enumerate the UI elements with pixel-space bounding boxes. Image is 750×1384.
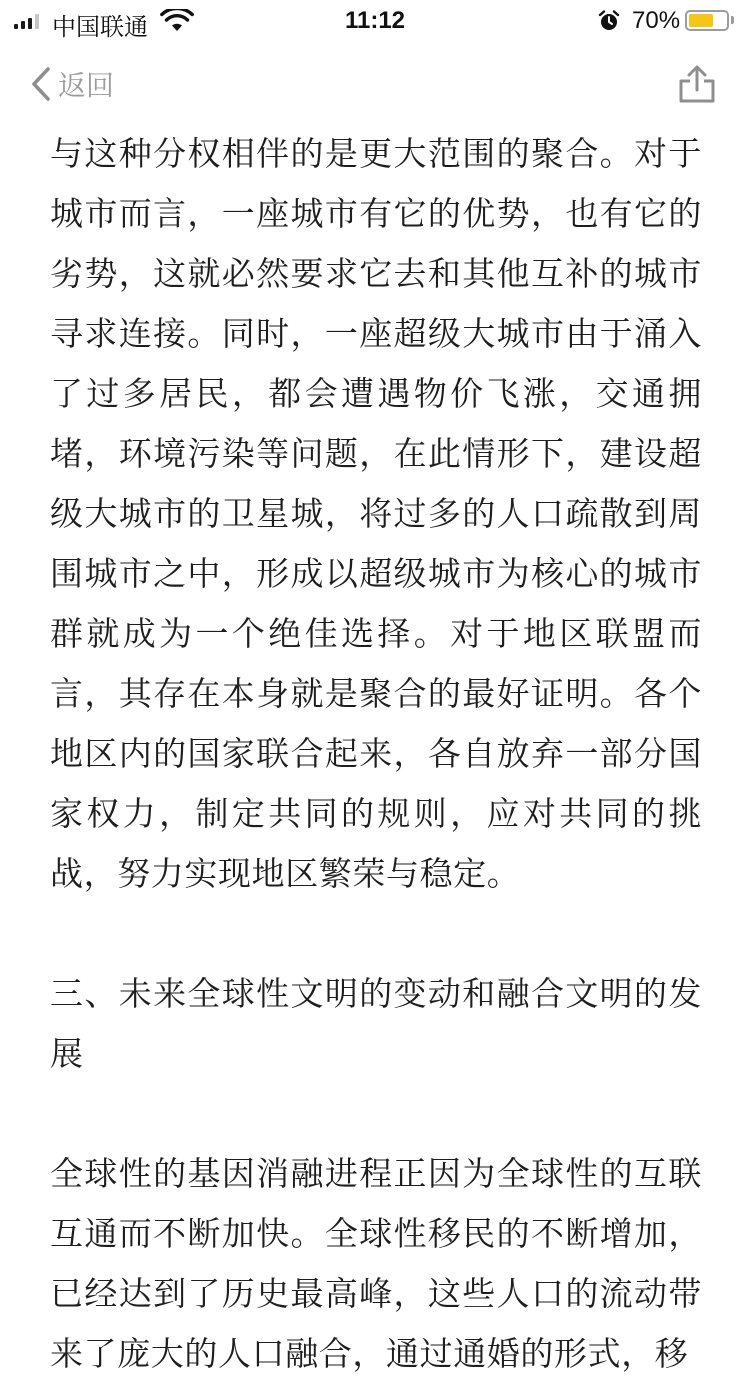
article-paragraph: 全球性的基因消融进程正因为全球性的互联互通而不断加快。全球性移民的不断增加，已经达到了历史最高峰，这些人口的流动带来了庞大的人口融合，通过通婚的形式，移 bbox=[50, 1154, 702, 1373]
battery-percent: 70% bbox=[632, 7, 681, 34]
battery-icon bbox=[685, 10, 729, 31]
section-heading: 三、未来全球性文明的变动和融合文明的发展 bbox=[50, 974, 702, 1073]
article-paragraph: 与这种分权相伴的是更大范围的聚合。对于城市而言，一座城市有它的优势，也有它的劣势，这就必然要求它去和其他互补的城市寻求连接。同时，一座超级大城市由于涌入了过多居民，都会遭遇物价飞涨，交通拥堵，环境污染等问题，在此情形下，建设超级大城市的卫星城，将过多的人口疏散到周围城市之中，形成以超级城市为核心的城市群就成为一个绝佳选择。对于地区联盟而言，其存在本身就是聚合的最好证明。各个地区内的国家联合起来，各自放弃一部分国家权力，制定共同的规则，应对共同的挑战，努力实现地区繁荣与稳定。 bbox=[50, 134, 702, 893]
article-body bbox=[50, 124, 702, 1384]
battery-fill bbox=[689, 14, 713, 27]
share-icon[interactable] bbox=[677, 64, 717, 104]
back-label: 返回 bbox=[58, 69, 115, 102]
navigation-bar bbox=[0, 40, 750, 128]
chevron-left-icon bbox=[30, 66, 52, 102]
back-button[interactable] bbox=[30, 64, 114, 104]
carrier-name: 中国联通 bbox=[52, 14, 148, 41]
battery-tip bbox=[731, 16, 734, 24]
status-time: 11:12 bbox=[344, 7, 406, 34]
status-bar bbox=[0, 0, 750, 40]
alarm-icon bbox=[598, 10, 620, 32]
